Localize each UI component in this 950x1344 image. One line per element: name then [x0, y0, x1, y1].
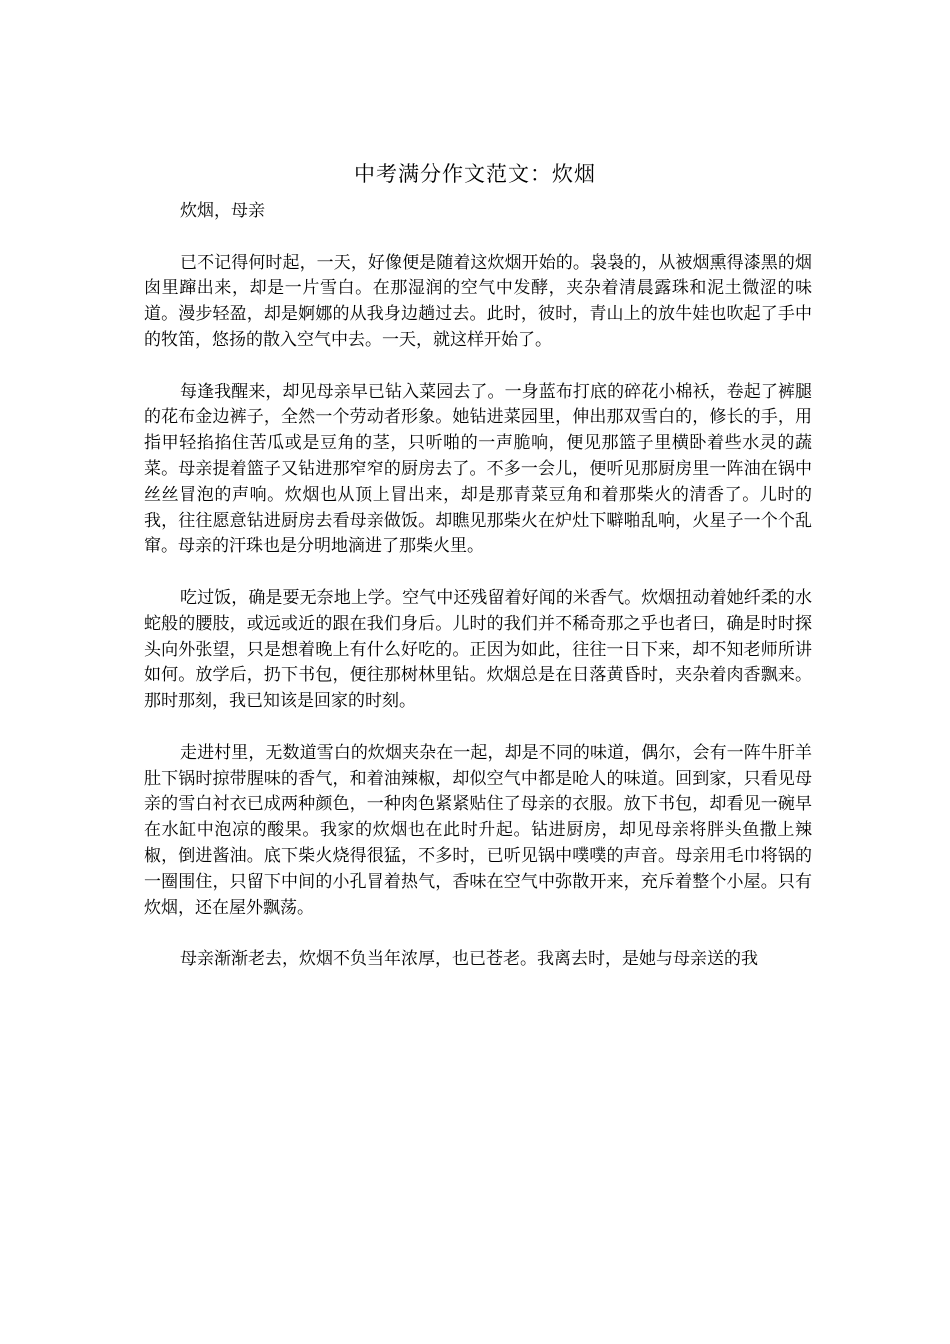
document-subtitle: 炊烟，母亲	[180, 201, 265, 221]
paragraph: 每逢我醒来，却见母亲早已钻入菜园去了。一身蓝布打底的碎花小棉袄，卷起了裤腿的花布金边裤子，全然一个劳动者形象。她钻进菜园里，伸出那双雪白的，修长的手，用指甲轻掐掐住苦瓜或是豆角的茎，只听啪的一声脆响，便见那篮子里横卧着些水灵的蔬菜。母亲提着篮子又钻进那窄窄的厨房去了。不多一会儿，便听见那厨房里一阵油在锅中丝丝冒泡的声响。炊烟也从顶上冒出来，却是那青菜豆角和着那柴火的清香了。儿时的我，往往愿意钻进厨房去看母亲做饭。却瞧见那柴火在炉灶下噼啪乱响，火星子一个个乱窜。母亲的汗珠也是分明地滴进了那柴火里。	[144, 381, 812, 557]
paragraph: 母亲渐渐老去，炊烟不负当年浓厚，也已苍老。我离去时，是她与母亲送的我	[180, 949, 758, 970]
paragraph: 吃过饭，确是要无奈地上学。空气中还残留着好闻的米香气。炊烟扭动着她纤柔的水蛇般的腰肢，或远或近的跟在我们身后。儿时的我们并不稀奇那之乎也者曰，确是时时探头向外张望，只是想着晚上有什么好吃的。正因为如此，往往一日下来，却不知老师所讲如何。放学后，扔下书包，便往那树林里钻。炊烟总是在日落黄昏时，夹杂着肉香飘来。那时那刻，我已知该是回家的时刻。	[144, 587, 812, 712]
paragraph: 已不记得何时起，一天，好像便是随着这炊烟开始的。袅袅的，从被烟熏得漆黑的烟囱里蹿出来，却是一片雪白。在那湿润的空气中发酵，夹杂着清晨露珠和泥土微涩的味道。漫步轻盈，却是婀娜的从我身边趟过去。此时，彼时，青山上的放牛娃也吹起了手中的牧笛，悠扬的散入空气中去。一天，就这样开始了。	[144, 252, 812, 350]
document-title: 中考满分作文范文：炊烟	[354, 162, 596, 186]
document-body	[144, 199, 812, 999]
paragraph: 走进村里，无数道雪白的炊烟夹杂在一起，却是不同的味道，偶尔，会有一阵牛肝羊肚下锅时掠带腥味的香气，和着油辣椒，却似空气中都是呛人的味道。回到家，只看见母亲的雪白衬衣已成两种颜色，一种肉色紧紧贴住了母亲的衣服。放下书包，却看见一碗早在水缸中泡凉的酸果。我家的炊烟也在此时升起。钻进厨房，却见母亲将胖头鱼撒上辣椒，倒进酱油。底下柴火烧得很猛，不多时，已听见锅中噗噗的声音。母亲用毛巾将锅的一圈围住，只留下中间的小孔冒着热气，香味在空气中弥散开来，充斥着整个小屋。只有炊烟，还在屋外飘荡。	[144, 742, 812, 918]
